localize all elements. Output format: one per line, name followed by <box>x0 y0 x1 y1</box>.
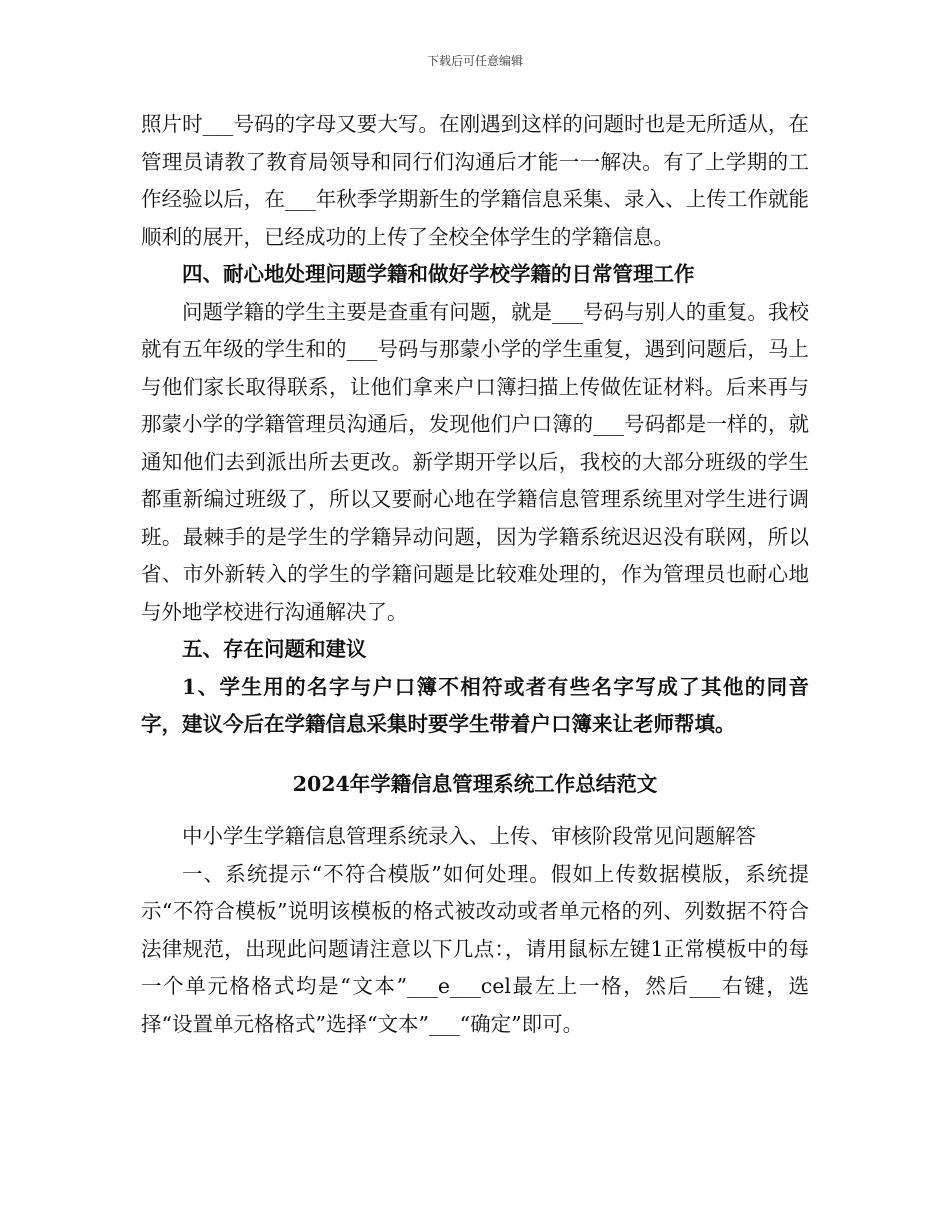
paragraph: 中小学生学籍信息管理系统录入、上传、审核阶段常见问题解答 <box>182 824 756 848</box>
paragraph: 一、系统提示“不符合模版”如何处理。假如上传数据模版，系统提示“不符合模板”说明该模板的格式被改动或者单元格的列、列数据不符合法律规范，出现此问题请注意以下几点：，请用鼠标左键1正常模板中的每一个单元格格式均是“文本”___e___cel最左上一格，然后___右键，选择“设置单元格格式”选择“文本”___“确定”即可。 <box>141 861 809 1036</box>
paragraph: 照片时___号码的字母又要大写。在刚遇到这样的问题时也是无所适从，在管理员请教了教育局领导和同行们沟通后才能一一解决。有了上学期的工作经验以后，在___年秋季学期新生的学籍信息采集、录入、上传工作就能顺利的展开，已经成功的上传了全校全体学生的学籍信息。 <box>141 112 809 249</box>
document-body <box>141 106 809 1043</box>
section-heading: 四、耐心地处理问题学籍和做好学校学籍的日常管理工作 <box>182 262 695 286</box>
document-title: 2024年学籍信息管理系统工作总结范文 <box>292 771 658 796</box>
paragraph: 问题学籍的学生主要是查重有问题，就是___号码与别人的重复。我校就有五年级的学生和的___号码与那蒙小学的学生重复，遇到问题后，马上与他们家长取得联系，让他们拿来户口簿扫描上传做佐证材料。后来再与那蒙小学的学籍管理员沟通后，发现他们户口簿的___号码都是一样的，就通知他们去到派出所去更改。新学期开学以后，我校的大部分班级的学生都重新编过班级了，所以又要耐心地在学籍信息管理系统里对学生进行调班。最棘手的是学生的学籍异动问题，因为学籍系统迟迟没有联网，所以省、市外新转入的学生的学籍问题是比较难处理的，作为管理员也耐心地与外地学校进行沟通解决了。 <box>141 299 809 624</box>
paragraph-bold: 1、学生用的名字与户口簿不相符或者有些名字写成了其他的同音字，建议今后在学籍信息采集时要学生带着户口簿来让老师帮填。 <box>141 674 809 736</box>
page-header: 下载后可任意编辑 <box>426 54 523 68</box>
section-heading: 五、存在问题和建议 <box>182 637 367 661</box>
